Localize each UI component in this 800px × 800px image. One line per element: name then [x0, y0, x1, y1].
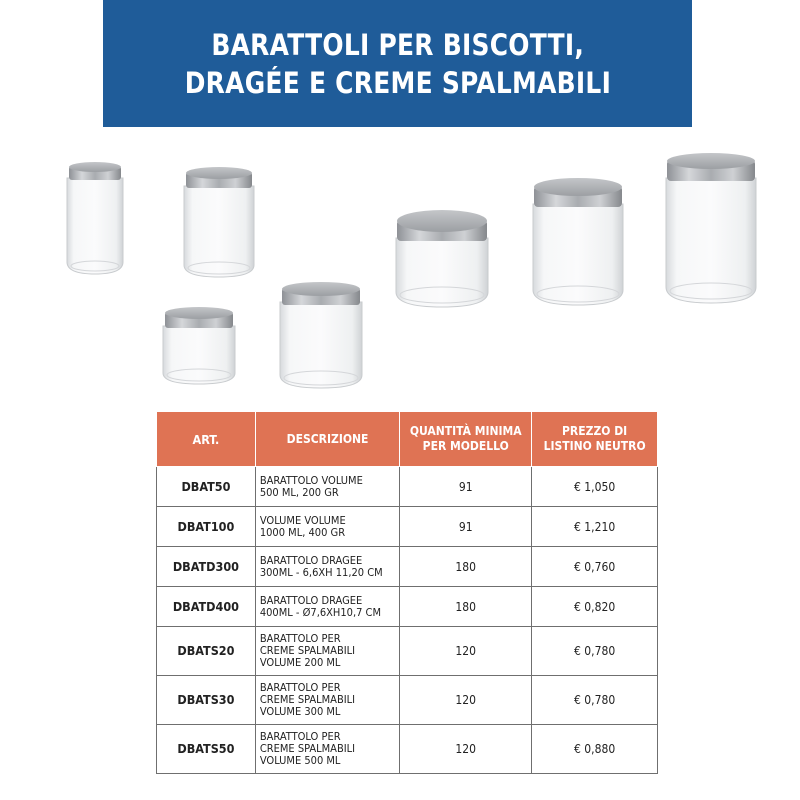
article-code: DBAT50	[157, 467, 256, 507]
jar-icon	[396, 210, 488, 307]
description-line: VOLUME 200 ML	[259, 656, 341, 669]
min-quantity: 91	[400, 507, 532, 547]
description	[255, 676, 399, 725]
price: € 0,780	[532, 627, 658, 676]
header-price-line-2: LISTINO NEUTRO	[543, 439, 646, 453]
jar-icon	[184, 167, 254, 277]
description	[255, 507, 399, 547]
article-code: DBAT100	[157, 507, 256, 547]
table-row	[157, 507, 658, 547]
min-quantity: 180	[400, 547, 532, 587]
product-photo-jars	[0, 140, 800, 400]
jar-icon	[533, 178, 623, 305]
header-price-line-1: PREZZO DI	[562, 424, 628, 438]
min-quantity: 91	[400, 467, 532, 507]
description	[255, 587, 399, 627]
min-quantity: 120	[400, 725, 532, 774]
description-line: BARATTOLO DRAGEE	[259, 553, 363, 567]
table-header-row	[157, 412, 658, 467]
description-line: VOLUME VOLUME	[259, 513, 346, 527]
table-row	[157, 725, 658, 774]
min-quantity: 120	[400, 676, 532, 725]
jar-icon	[280, 282, 362, 388]
header-price	[532, 412, 658, 467]
article-code: DBATS50	[157, 725, 256, 774]
price: € 1,050	[532, 467, 658, 507]
description-line: BARATTOLO PER	[259, 681, 341, 694]
description-line: BARATTOLO PER	[259, 632, 341, 645]
table-row	[157, 587, 658, 627]
description-line: 1000 ML, 400 GR	[259, 525, 346, 539]
table-row	[157, 547, 658, 587]
description-line: 500 ML, 200 GR	[259, 485, 339, 499]
header-art: ART.	[157, 412, 256, 467]
jar-icon	[666, 153, 756, 303]
article-code: DBATD300	[157, 547, 256, 587]
header-description: DESCRIZIONE	[255, 412, 399, 467]
table-row	[157, 676, 658, 725]
description	[255, 627, 399, 676]
table-row	[157, 467, 658, 507]
price: € 0,880	[532, 725, 658, 774]
price-table	[156, 411, 658, 774]
description-line: CREME SPALMABILI	[259, 742, 356, 755]
header-quantity-line-1: QUANTITÀ MINIMA	[409, 424, 522, 438]
page-title-line-1: BARATTOLI PER BISCOTTI,	[211, 27, 584, 62]
header-quantity-line-2: PER MODELLO	[422, 439, 509, 453]
description-line: VOLUME 500 ML	[259, 754, 341, 767]
description-line: CREME SPALMABILI	[259, 693, 356, 706]
page-title-line-2: DRAGÉE E CREME SPALMABILI	[184, 65, 611, 100]
price: € 0,760	[532, 547, 658, 587]
price: € 0,820	[532, 587, 658, 627]
description-line: 300ML - 6,6XH 11,20 CM	[259, 565, 383, 579]
article-code: DBATS30	[157, 676, 256, 725]
price: € 0,780	[532, 676, 658, 725]
title-banner	[103, 0, 692, 127]
article-code: DBATD400	[157, 587, 256, 627]
description-line: VOLUME 300 ML	[259, 705, 341, 718]
article-code: DBATS20	[157, 627, 256, 676]
min-quantity: 180	[400, 587, 532, 627]
description-line: BARATTOLO VOLUME	[259, 473, 363, 487]
description-line: BARATTOLO PER	[259, 730, 341, 743]
description	[255, 547, 399, 587]
jar-icon	[163, 307, 235, 384]
min-quantity: 120	[400, 627, 532, 676]
description-line: 400ML - Ø7,6XH10,7 CM	[259, 605, 381, 619]
header-quantity	[400, 412, 532, 467]
price: € 1,210	[532, 507, 658, 547]
table-row	[157, 627, 658, 676]
jar-icon	[67, 162, 123, 274]
description	[255, 725, 399, 774]
description	[255, 467, 399, 507]
description-line: BARATTOLO DRAGEE	[259, 593, 363, 607]
description-line: CREME SPALMABILI	[259, 644, 356, 657]
